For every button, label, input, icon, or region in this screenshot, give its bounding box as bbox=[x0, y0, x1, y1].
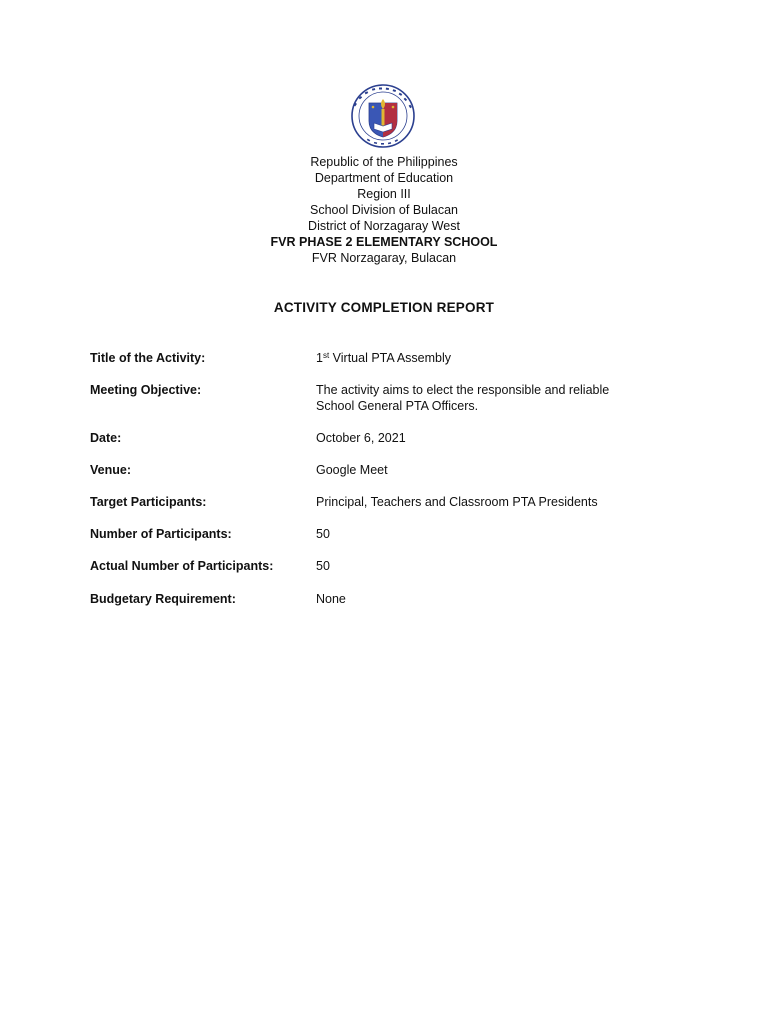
header-department: Department of Education bbox=[314, 171, 454, 185]
field-label-budget: Budgetary Requirement: bbox=[90, 592, 236, 606]
objective-line-2: School General PTA Officers. bbox=[316, 399, 479, 413]
field-value-number: 50 bbox=[316, 527, 330, 541]
header-country: Republic of the Philippines bbox=[310, 155, 458, 169]
field-label-date: Date: bbox=[90, 431, 122, 445]
field-value-actual: 50 bbox=[316, 559, 330, 573]
deped-seal-logo bbox=[339, 83, 427, 149]
report-title: ACTIVITY COMPLETION REPORT bbox=[273, 300, 495, 315]
seal-graphic bbox=[339, 83, 427, 149]
header-school-name: FVR PHASE 2 ELEMENTARY SCHOOL bbox=[270, 235, 498, 249]
field-value-title bbox=[316, 350, 676, 366]
field-label-number: Number of Participants: bbox=[90, 527, 232, 541]
objective-line-1: The activity aims to elect the responsible and reliable bbox=[316, 383, 610, 397]
field-label-title: Title of the Activity: bbox=[90, 351, 206, 365]
header-address: FVR Norzagaray, Bulacan bbox=[311, 251, 457, 265]
field-value-target: Principal, Teachers and Classroom PTA Presidents bbox=[316, 495, 598, 509]
field-value-date: October 6, 2021 bbox=[316, 431, 406, 445]
title-ordinal-number: 1 bbox=[316, 351, 323, 365]
letterhead bbox=[0, 154, 768, 266]
field-label-objective: Meeting Objective: bbox=[90, 383, 202, 397]
field-value-venue: Google Meet bbox=[316, 463, 388, 477]
field-value-objective bbox=[316, 382, 676, 414]
header-district: District of Norzagaray West bbox=[308, 219, 460, 233]
header-division: School Division of Bulacan bbox=[310, 203, 458, 217]
title-ordinal-suffix: st bbox=[322, 351, 330, 360]
header-region: Region III bbox=[357, 187, 411, 201]
field-label-actual: Actual Number of Participants: bbox=[90, 559, 274, 573]
field-value-budget: None bbox=[316, 592, 346, 606]
field-label-target: Target Participants: bbox=[90, 495, 207, 509]
title-value-rest: Virtual PTA Assembly bbox=[329, 351, 451, 365]
field-label-venue: Venue: bbox=[90, 463, 131, 477]
